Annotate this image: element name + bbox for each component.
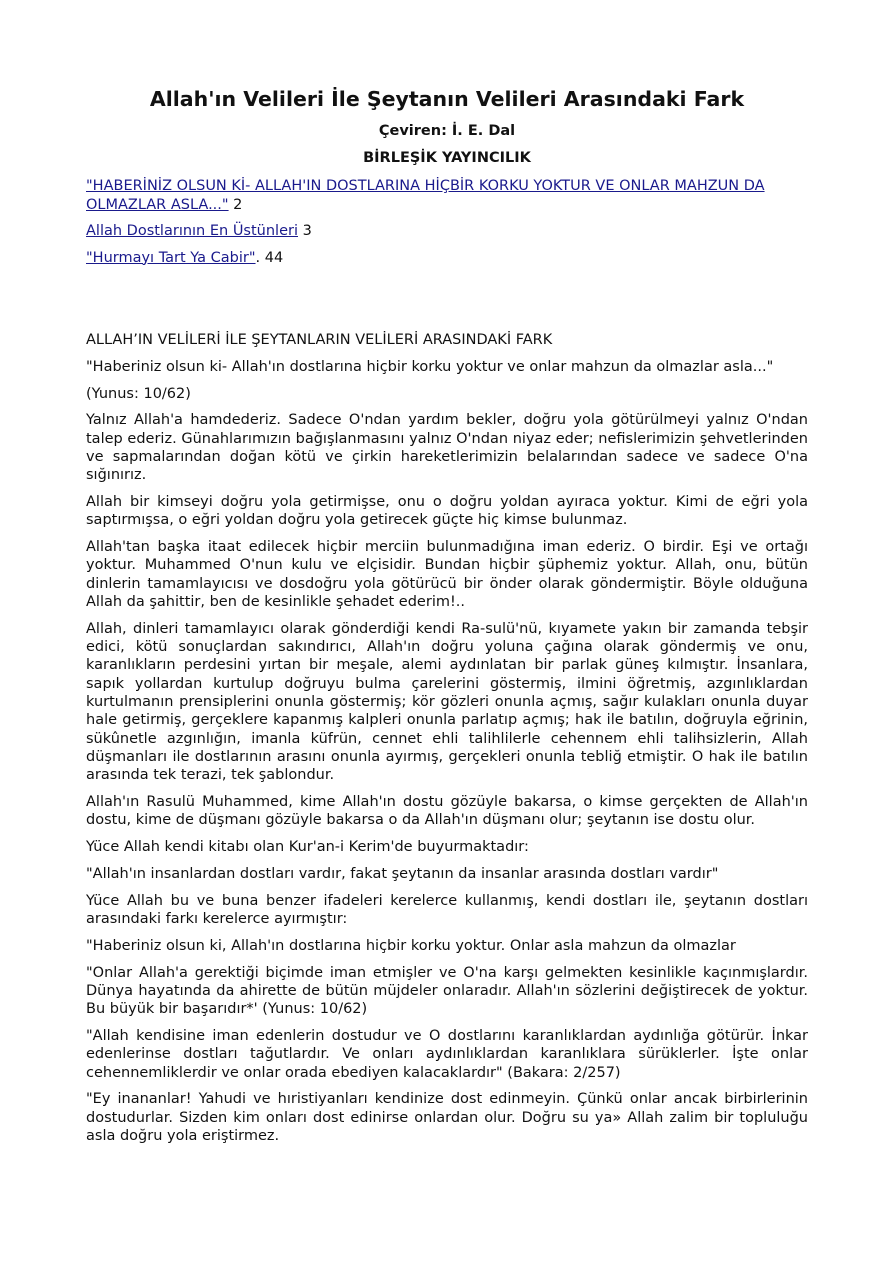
- document-title: Allah'ın Velileri İle Şeytanın Velileri Arasındaki Fark: [149, 87, 745, 111]
- paragraph: Allah, dinleri tamamlayıcı olarak gönderdiği kendi Ra-sulü'nü, kıyamete yakın bir zamanda tebşir edici, kötü sonuçlardan sakındırıcı, Allah'ın doğru yoluna çağına olarak göndermiş ve onu, karanlıkların perdesini yırtan bir meşale, alemi aydınlatan bir parlak güneş kılmıştır. İnsanlara, sapık yollardan kurtulup doğruyu bulma çarelerini göstermiş, ilmini öğretmiş, azgınlıklardan kurtulmanın prensiplerini onunla göstermiş; kör gözleri onunla açmış, sağır kulakları onunla duyar hale getirmiş, gerçeklere kapanmış kalpleri onunla parlatıp açmış; hak ile batılın, doğruyla eğrinin, sükûnetle azgınlığın, imanla küfrün, cennet ehli talihlilerle cehennem ehli talihsizlerin, Allah düşmanları ile dostlarının arasını onunla ayırmış, gerçekleri onunla tebliğ etmiştir. O hak ile batılın arasında tek terazi, tek şablondur.: [86, 620, 808, 784]
- paragraph: Allah bir kimseyi doğru yola getirmişse, onu o doğru yoldan ayıraca yoktur. Kimi de eğri yola saptırmışsa, o eğri yoldan doğru yola getirecek güçte hiç kimse bulunmaz.: [86, 494, 808, 529]
- paragraph: "Haberiniz olsun ki, Allah'ın dostlarına hiçbir korku yoktur. Onlar asla mahzun da olmazlar: [86, 937, 736, 954]
- toc-page-number: 2: [228, 196, 243, 213]
- paragraph: "Ey inananlar! Yahudi ve hıristiyanları kendinize dost edinmeyin. Çünkü onlar ancak birbirlerinin dostudurlar. Sizden kim onları dost edinirse onlardan olur. Doğru su ya» Allah zalim bir topluluğu asla doğru yola eriştirmez.: [86, 1091, 808, 1144]
- paragraph: (Yunus: 10/62): [86, 385, 191, 402]
- paragraph: Yüce Allah kendi kitabı olan Kur'an-i Kerim'de buyurmaktadır:: [86, 839, 529, 856]
- paragraph: "Allah kendisine iman edenlerin dostudur ve O dostlarını karanlıklardan aydınlığa götürür. İnkar edenlerinse dostları tağutlardır. Ve onları aydınlıklardan karanlıklara sürüklerler. İşte onlar cehennemliklerdir ve onlar orada ebediyen kalacaklardır" (Bakara: 2/257): [86, 1028, 808, 1081]
- toc-link[interactable]: "HABERİNİZ OLSUN Kİ- ALLAH'IN DOSTLARINA HİÇBİR KORKU YOKTUR VE ONLAR MAHZUN DA OLMAZLAR ASLA...": [86, 178, 765, 213]
- paragraph: "Onlar Allah'a gerektiği biçimde iman etmişler ve O'na karşı gelmekten kesinlikle kaçınmışlardır. Dünya hayatında da ahirette de bütün müjdeler onlaradır. Allah'ın sözlerini değiştirecek de yoktur. Bu büyük bir başarıdır*' (Yunus: 10/62): [86, 964, 808, 1018]
- paragraph: Allah'tan başka itaat edilecek hiçbir merciin bulunmadığına iman ederiz. O birdir. Eşi ve ortağı yoktur. Muhammed O'nun kulu ve elçisidir. Bundan hiçbir şüphemiz yoktur. Allah, onu, bütün dinlerin tamamlayıcısı ve dosdoğru yola götürücü bir önder olarak göndermiştir. Böyle olduğuna Allah da şahittir, ben de kesinlikle şehadet ederim!..: [86, 539, 808, 611]
- toc-entry: [86, 177, 808, 214]
- paragraph: Yüce Allah bu ve buna benzer ifadeleri kerelerce kullanmış, kendi dostları ile, şeytanın dostları arasındaki farkı kerelerce ayırmıştır:: [86, 892, 808, 928]
- paragraph: "Haberiniz olsun ki- Allah'ın dostlarına hiçbir korku yoktur ve onlar mahzun da olmazlar asla...": [86, 358, 774, 375]
- table-of-contents: [86, 177, 808, 267]
- toc-link[interactable]: Allah Dostlarının En Üstünleri: [86, 223, 298, 239]
- toc-entry: [86, 249, 808, 268]
- toc-entry: [86, 222, 808, 241]
- paragraph: Yalnız Allah'a hamdederiz. Sadece O'ndan yardım bekler, doğru yola götürülmeyi yalnız O'ndan talep ederiz. Günahlarımızın bağışlanmasını yalnız O'ndan niyaz eder; nefislerimizin şehvetlerinden ve sapmalarından doğan kötü ve çirkin hareketlerimizin belalarından sadece ve sadece O'na sığınırız.: [86, 412, 808, 484]
- toc-link[interactable]: "Hurmayı Tart Ya Cabir": [86, 249, 256, 266]
- translator-line: Çeviren: İ. E. Dal: [378, 123, 516, 139]
- paragraph: Allah'ın Rasulü Muhammed, kime Allah'ın dostu gözüyle bakarsa, o kimse gerçekten de Allah'ın dostu, kime de düşmanı gözüyle bakarsa o da Allah'ın düşmanı olur; şeytanın ise dostu olur.: [86, 794, 808, 829]
- publisher-line: BİRLEŞİK YAYINCILIK: [363, 150, 531, 166]
- section-heading: ALLAH’IN VELİLERİ İLE ŞEYTANLARIN VELİLERİ ARASINDAKİ FARK: [86, 332, 553, 348]
- toc-page-number: 3: [298, 223, 312, 239]
- spacer: [86, 275, 808, 331]
- paragraph: "Allah'ın insanlardan dostları vardır, fakat şeytanın da insanlar arasında dostları vardır": [86, 865, 719, 882]
- document-body: [86, 331, 808, 1145]
- toc-page-number: . 44: [255, 249, 284, 266]
